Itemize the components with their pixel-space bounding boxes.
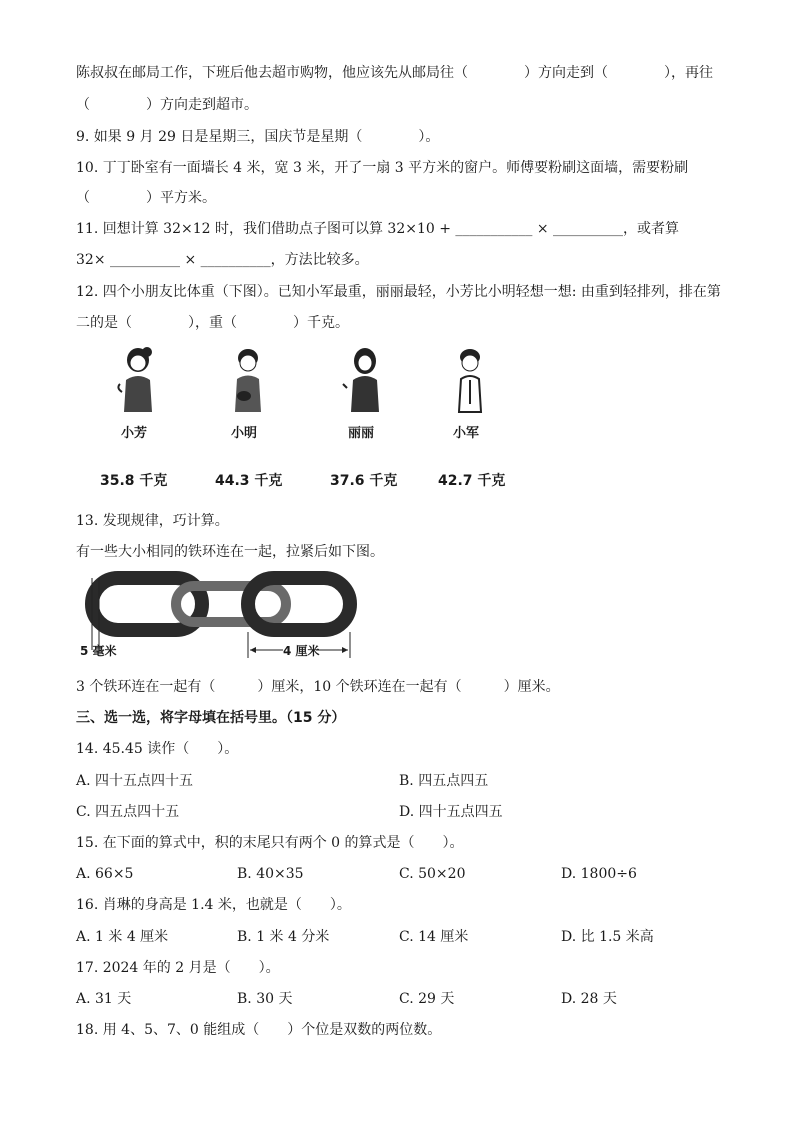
section-3-heading: 三、选一选，将字母填在括号里。（15 分） bbox=[76, 710, 346, 726]
boy-xiaoming-figure bbox=[218, 344, 278, 414]
q17-option-d: D. 28 天 bbox=[561, 991, 617, 1007]
question-9: 9. 如果 9 月 29 日是星期三，国庆节是星期（ ）。 bbox=[76, 129, 440, 145]
question-15: 15. 在下面的算式中，积的末尾只有两个 0 的算式是（ ）。 bbox=[76, 835, 464, 851]
question-13-blanks: 3 个铁环连在一起有（ ）厘米，10 个铁环连在一起有（ ）厘米。 bbox=[76, 679, 560, 695]
q16-option-a: A. 1 米 4 厘米 bbox=[76, 929, 169, 945]
chain-label-thickness: 5 毫米 bbox=[80, 644, 117, 658]
question-11-line-2: 32× __________ × __________，方法比较多。 bbox=[76, 252, 369, 268]
question-17: 17. 2024 年的 2 月是（ ）。 bbox=[76, 960, 280, 976]
chain-label-length: 4 厘米 bbox=[283, 644, 320, 658]
q16-option-c: C. 14 厘米 bbox=[399, 929, 469, 945]
q17-option-c: C. 29 天 bbox=[399, 991, 455, 1007]
kid-weight-lili: 37.6 千克 bbox=[330, 473, 398, 489]
q16-option-b: B. 1 米 4 分米 bbox=[237, 929, 330, 945]
q15-option-a: A. 66×5 bbox=[76, 866, 134, 882]
kid-weight-xiaoming: 44.3 千克 bbox=[215, 473, 283, 489]
kid-weight-xiaojun: 42.7 千克 bbox=[438, 473, 506, 489]
q15-option-b: B. 40×35 bbox=[237, 866, 304, 882]
boy-xiaojun-figure bbox=[440, 344, 500, 414]
q14-option-c: C. 四五点四十五 bbox=[76, 804, 180, 820]
kid-name-xiaojun: 小军 bbox=[452, 426, 479, 441]
q15-option-d: D. 1800÷6 bbox=[561, 866, 637, 882]
question-12-line-1: 12. 四个小朋友比体重（下图）。已知小军最重，丽丽最轻，小芳比小明轻想一想: 由重到轻排列，排在第 bbox=[76, 284, 721, 300]
question-14: 14. 45.45 读作（ ）。 bbox=[76, 741, 239, 757]
q8-line-2: （ ）方向走到超市。 bbox=[76, 97, 258, 113]
q14-option-d: D. 四十五点四五 bbox=[399, 804, 503, 820]
q15-option-c: C. 50×20 bbox=[399, 866, 466, 882]
question-10-line-2: （ ）平方米。 bbox=[76, 190, 216, 206]
question-11-line-1: 11. 回想计算 32×12 时，我们借助点子图可以算 32×10 + ___________ × __________，或者算 bbox=[76, 221, 680, 237]
girl-lili-figure bbox=[335, 344, 395, 414]
question-12-line-2: 二的是（ ），重（ ）千克。 bbox=[76, 315, 349, 331]
question-10-line-1: 10. 丁丁卧室有一面墙长 4 米，宽 3 米，开了一扇 3 平方米的窗户。师傅要粉刷这面墙，需要粉刷 bbox=[76, 160, 689, 176]
kid-name-lili: 丽丽 bbox=[347, 426, 374, 441]
kid-weight-xiaofang: 35.8 千克 bbox=[100, 473, 168, 489]
question-16: 16. 肖琳的身高是 1.4 米，也就是（ ）。 bbox=[76, 897, 351, 913]
q8-line-1: 陈叔叔在邮局工作，下班后他去超市购物，他应该先从邮局往（ ）方向走到（ ），再往 bbox=[76, 65, 713, 81]
question-13-title: 13. 发现规律，巧计算。 bbox=[76, 513, 229, 529]
girl-xiaofang-figure bbox=[108, 344, 168, 414]
question-18: 18. 用 4、5、7、0 能组成（ ）个位是双数的两位数。 bbox=[76, 1022, 442, 1038]
kid-name-xiaoming: 小明 bbox=[230, 426, 257, 441]
q16-option-d: D. 比 1.5 米高 bbox=[561, 929, 654, 945]
q17-option-b: B. 30 天 bbox=[237, 991, 293, 1007]
q17-option-a: A. 31 天 bbox=[76, 991, 132, 1007]
kid-name-xiaofang: 小芳 bbox=[120, 426, 147, 441]
iron-rings-diagram bbox=[78, 570, 368, 670]
q14-option-b: B. 四五点四五 bbox=[399, 773, 489, 789]
q14-option-a: A. 四十五点四十五 bbox=[76, 773, 194, 789]
question-13-description: 有一些大小相同的铁环连在一起，拉紧后如下图。 bbox=[76, 544, 384, 560]
